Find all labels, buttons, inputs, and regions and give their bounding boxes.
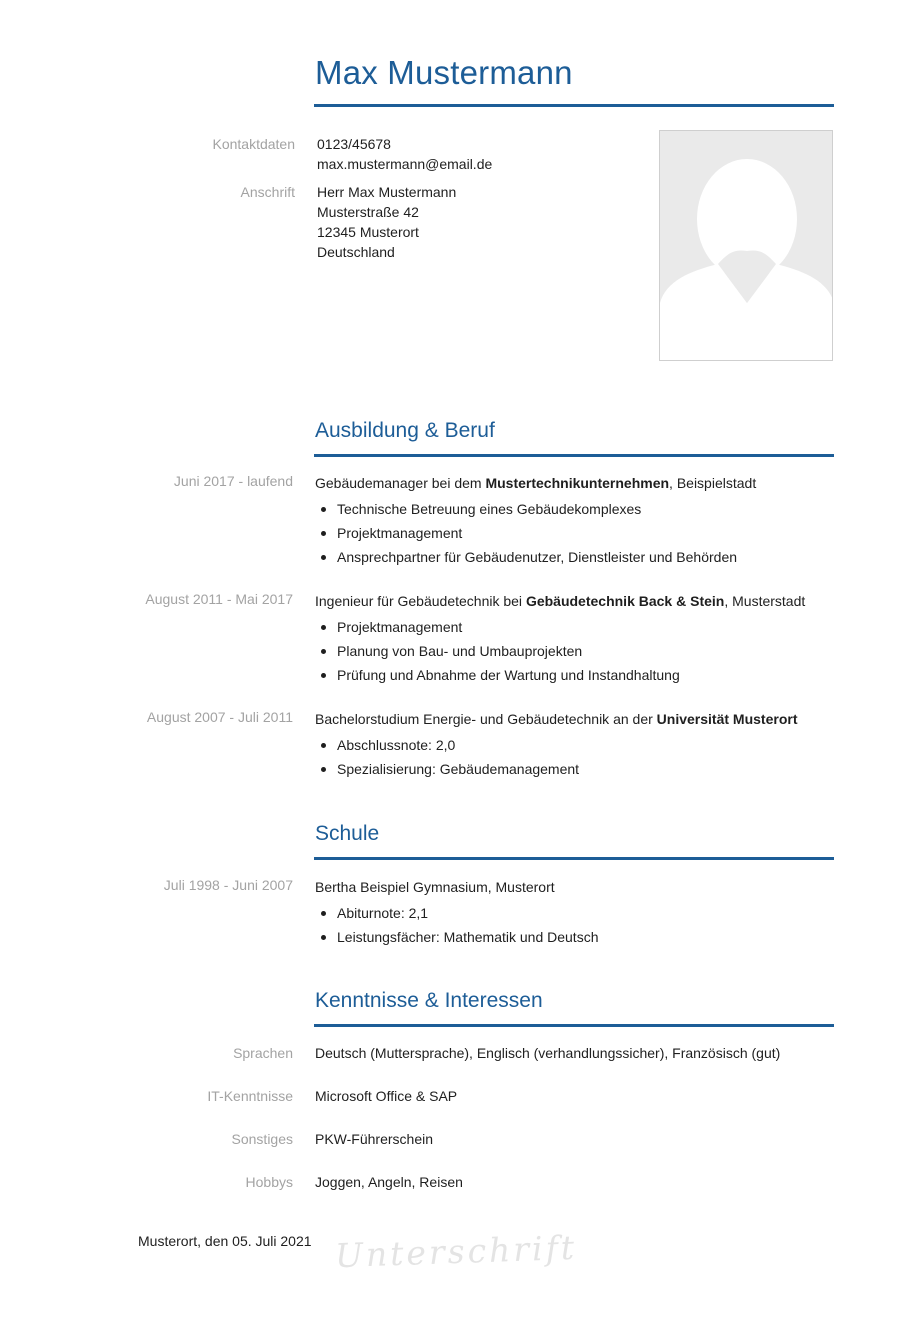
person-silhouette-icon (660, 131, 833, 361)
list-item: Technische Betreuung eines Gebäudekomplexes (315, 497, 835, 521)
contact-label: Kontaktdaten (212, 136, 295, 152)
skill-label: Hobbys (245, 1174, 293, 1190)
entry-title: Ingenieur für Gebäudetechnik bei Gebäudetechnik Back & Stein, Musterstadt (315, 593, 806, 609)
list-item: Abiturnote: 2,1 (315, 901, 835, 925)
section-rule (314, 857, 834, 860)
entry-title: Gebäudemanager bei dem Mustertechnikunternehmen, Beispielstadt (315, 475, 757, 491)
header-rule (314, 104, 834, 107)
entry-title: Bachelorstudium Energie- und Gebäudetechnik an der Universität Musterort (315, 711, 798, 727)
skill-value: Joggen, Angeln, Reisen (315, 1174, 463, 1190)
list-item: Leistungsfächer: Mathematik und Deutsch (315, 925, 835, 949)
entry-date: August 2007 - Juli 2011 (146, 709, 293, 725)
skill-value: PKW-Führerschein (315, 1131, 434, 1147)
email-address: max.mustermann@email.de (317, 156, 493, 172)
cv-name: Max Mustermann (315, 54, 573, 91)
section-title-career: Ausbildung & Beruf (315, 419, 495, 442)
entry-bullets (315, 901, 835, 949)
profile-photo-placeholder (659, 130, 833, 361)
entry-bullets (315, 615, 835, 687)
list-item: Projektmanagement (315, 521, 835, 545)
address-line: Deutschland (317, 244, 395, 260)
list-item: Projektmanagement (315, 615, 835, 639)
skill-label: Sprachen (233, 1045, 293, 1061)
address-line: Musterstraße 42 (317, 204, 419, 220)
list-item: Ansprechpartner für Gebäudenutzer, Dienstleister und Behörden (315, 545, 835, 569)
entry-date: August 2011 - Mai 2017 (145, 591, 293, 607)
list-item: Prüfung und Abnahme der Wartung und Instandhaltung (315, 663, 835, 687)
phone-number: 0123/45678 (317, 136, 391, 152)
list-item: Spezialisierung: Gebäudemanagement (315, 757, 835, 781)
section-title-skills: Kenntnisse & Interessen (315, 989, 543, 1012)
entry-bullets (315, 733, 835, 781)
section-title-school: Schule (315, 822, 380, 845)
skill-value: Deutsch (Muttersprache), Englisch (verhandlungssicher), Französisch (gut) (315, 1045, 781, 1061)
address-line: Herr Max Mustermann (317, 184, 457, 200)
skill-label: Sonstiges (231, 1131, 293, 1147)
skill-label: IT-Kenntnisse (207, 1088, 293, 1104)
skill-value: Microsoft Office & SAP (315, 1088, 458, 1104)
section-rule (314, 1024, 834, 1027)
section-rule (314, 454, 834, 457)
contact-values (317, 134, 492, 174)
address-line: 12345 Musterort (317, 224, 419, 240)
list-item: Planung von Bau- und Umbauprojekten (315, 639, 835, 663)
address-block (317, 182, 456, 262)
signature: Unterschrift (334, 1227, 578, 1276)
address-label: Anschrift (240, 184, 295, 200)
entry-date: Juli 1998 - Juni 2007 (163, 877, 293, 893)
place-and-date: Musterort, den 05. Juli 2021 (138, 1233, 312, 1249)
entry-title: Bertha Beispiel Gymnasium, Musterort (315, 879, 555, 895)
entry-date: Juni 2017 - laufend (173, 473, 293, 489)
entry-bullets (315, 497, 835, 569)
list-item: Abschlussnote: 2,0 (315, 733, 835, 757)
